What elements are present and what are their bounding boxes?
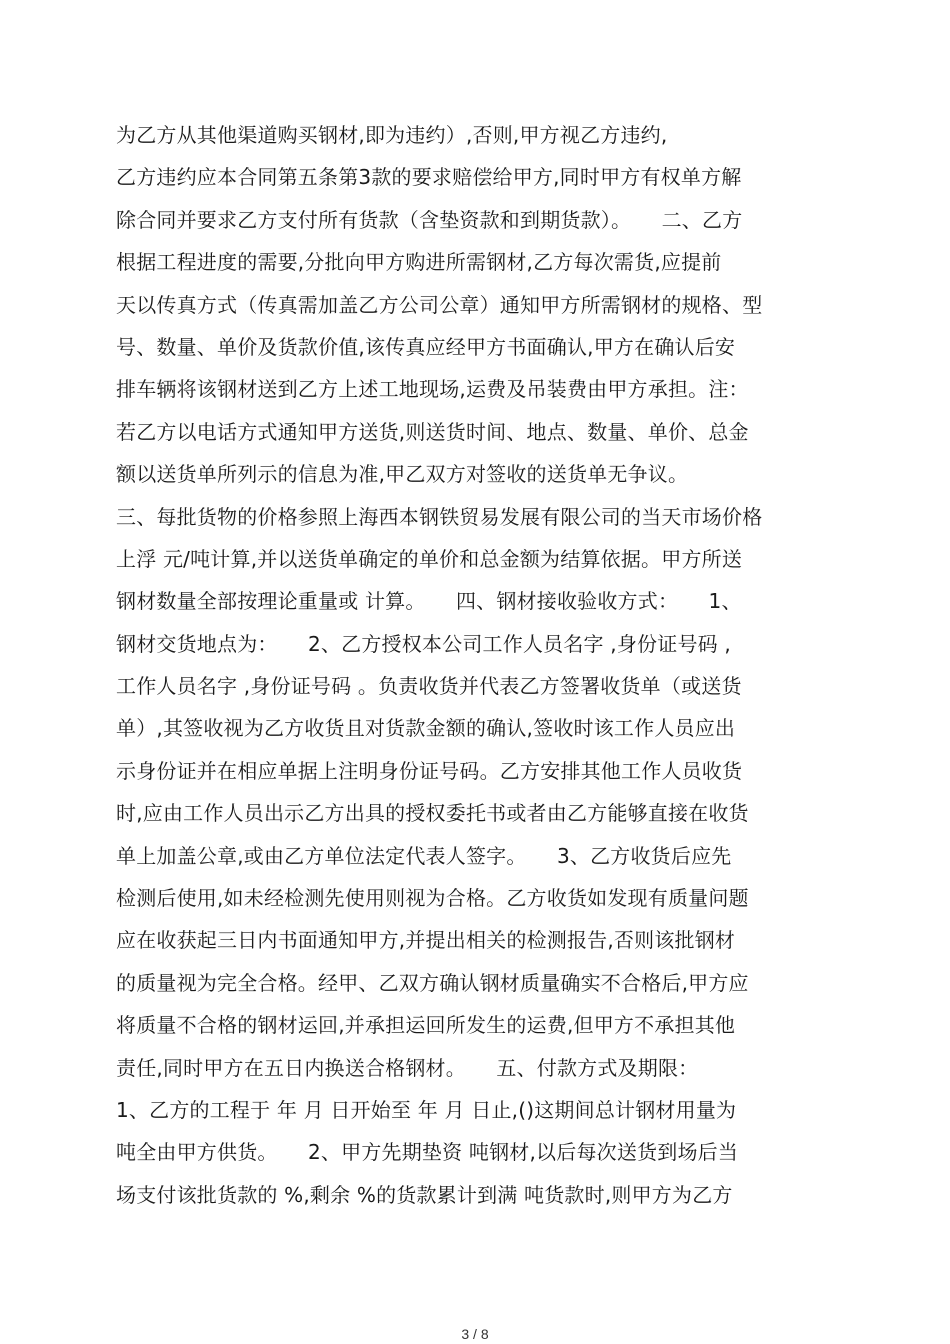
text-line: 单）,其签收视为乙方收货且对货款金额的确认,签收时该工作人员应出: [116, 716, 736, 741]
text-line: 时,应由工作人员出示乙方出具的授权委托书或者由乙方能够直接在收货: [116, 801, 749, 826]
text-line: 钢材数量全部按理论重量或 计算。 四、钢材接收验收方式： 1、: [116, 589, 742, 614]
text-line: 吨全由甲方供货。 2、甲方先期垫资 吨钢材,以后每次送货到场后当: [116, 1140, 739, 1165]
text-line: 三、每批货物的价格参照上海西本钢铁贸易发展有限公司的当天市场价格: [116, 504, 763, 529]
text-line: 根据工程进度的需要,分批向甲方购进所需钢材,乙方每次需货,应提前: [116, 250, 722, 275]
text-line: 应在收获起三日内书面通知甲方,并提出相关的检测报告,否则该批钢材: [116, 928, 736, 953]
text-line: 工作人员名字 ,身份证号码 。负责收货并代表乙方签署收货单（或送货: [116, 674, 742, 699]
text-line: 的质量视为完全合格。经甲、乙双方确认钢材质量确实不合格后,甲方应: [116, 970, 749, 995]
text-line: 将质量不合格的钢材运回,并承担运回所发生的运费,但甲方不承担其他: [116, 1013, 736, 1038]
text-line: 钢材交货地点为： 2、乙方授权本公司工作人员名字 ,身份证号码 ,: [116, 631, 731, 656]
page-number: 3 / 8: [461, 1326, 489, 1342]
contract-body-text: [116, 114, 836, 1216]
text-line: 若乙方以电话方式通知甲方送货,则送货时间、地点、数量、单价、总金: [116, 419, 749, 444]
text-line: 责任,同时甲方在五日内换送合格钢材。 五、付款方式及期限：: [116, 1055, 699, 1080]
text-line: 场支付该批货款的 %,剩余 %的货款累计到满 吨货款时,则甲方为乙方: [116, 1182, 733, 1207]
text-line: 排车辆将该钢材送到乙方上述工地现场,运费及吊装费由甲方承担。注：: [116, 377, 749, 402]
text-line: 天以传真方式（传真需加盖乙方公司公章）通知甲方所需钢材的规格、型: [116, 292, 763, 317]
text-line: 号、数量、单价及货款价值,该传真应经甲方书面确认,甲方在确认后安: [116, 334, 736, 359]
text-line: 乙方违约应本合同第五条第3款的要求赔偿给甲方,同时甲方有权单方解: [116, 165, 742, 190]
text-line: 额以送货单所列示的信息为准,甲乙双方对签收的送货单无争议。: [116, 462, 689, 487]
text-line: 示身份证并在相应单据上注明身份证号码。乙方安排其他工作人员收货: [116, 758, 743, 783]
text-line: 除合同并要求乙方支付所有货款（含垫资款和到期货款）。 二、乙方: [116, 207, 743, 232]
text-line: 检测后使用,如未经检测先使用则视为合格。乙方收货如发现有质量问题: [116, 886, 749, 911]
text-line: 上浮 元/吨计算,并以送货单确定的单价和总金额为结算依据。甲方所送: [116, 546, 743, 571]
text-line: 为乙方从其他渠道购买钢材,即为违约）,否则,甲方视乙方违约,: [116, 123, 668, 147]
text-line: 单上加盖公章,或由乙方单位法定代表人签字。 3、乙方收货后应先: [116, 843, 732, 868]
text-line: 1、乙方的工程于 年 月 日开始至 年 月 日止,()这期间总计钢材用量为: [116, 1097, 737, 1122]
